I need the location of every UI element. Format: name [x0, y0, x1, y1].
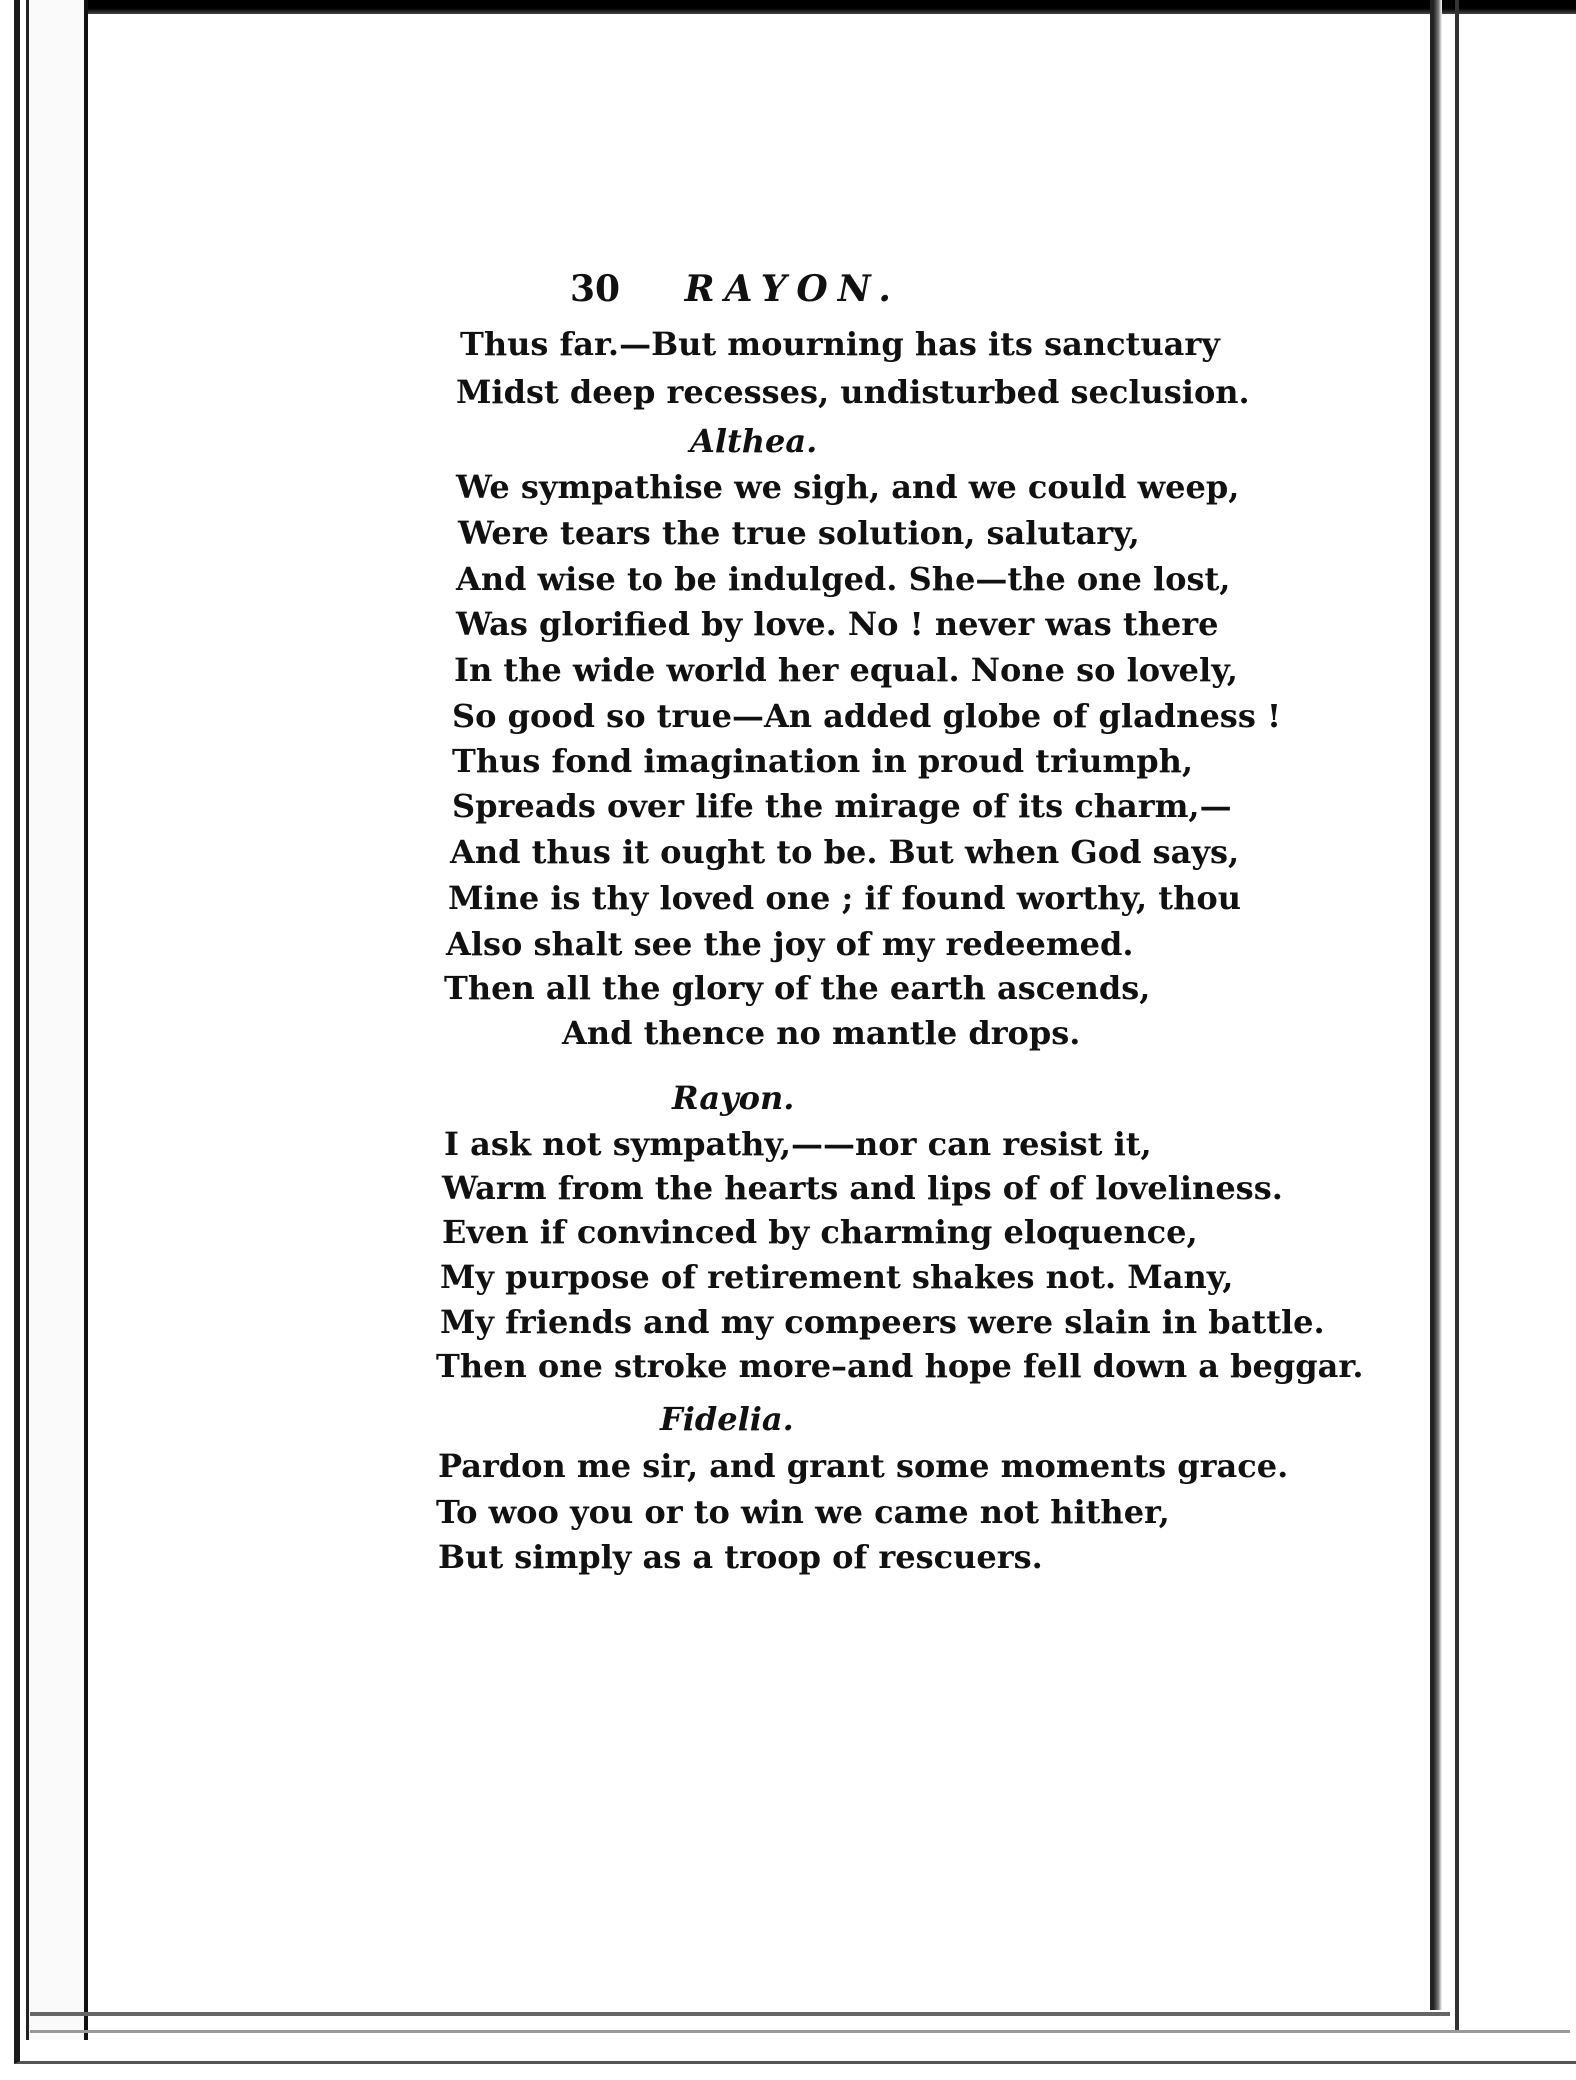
- speaker-name-fidelia: Fidelia.: [660, 1400, 794, 1438]
- verse-line: Also shalt see the joy of my redeemed.: [446, 925, 1134, 963]
- verse-line: Pardon me sir, and grant some moments grace.: [438, 1447, 1289, 1485]
- page-right-edge: [1430, 0, 1442, 2010]
- verse-line: Thus far.—But mourning has its sanctuary: [460, 325, 1220, 363]
- verse-line: Were tears the true solution, salutary,: [458, 514, 1140, 552]
- verse-line: Midst deep recesses, undisturbed seclusion.: [456, 373, 1250, 411]
- verse-line: To woo you or to win we came not hither,: [436, 1493, 1170, 1531]
- verse-line: Warm from the hearts and lips of of loveliness.: [442, 1169, 1283, 1207]
- speaker-name-althea: Althea.: [690, 422, 818, 460]
- verse-line: But simply as a troop of rescuers.: [438, 1538, 1043, 1576]
- scan-top-edge: [70, 0, 1576, 14]
- page-number: 30: [570, 268, 621, 310]
- page-left-edge: [26, 0, 88, 2040]
- page-right-edge-outer: [1455, 0, 1459, 2030]
- verse-line: Then one stroke more–and hope fell down a beggar.: [436, 1347, 1364, 1385]
- speaker-name-rayon: Rayon.: [672, 1079, 795, 1117]
- verse-line: And thus it ought to be. But when God says,: [450, 833, 1240, 871]
- verse-line: Then all the glory of the earth ascends,: [444, 969, 1151, 1007]
- page-bottom-edge: [30, 2012, 1450, 2016]
- verse-line: And wise to be indulged. She—the one lost,: [456, 560, 1231, 598]
- running-title: RAYON.: [684, 268, 901, 310]
- verse-line: Spreads over life the mirage of its charm,—: [452, 787, 1232, 825]
- verse-line: My purpose of retirement shakes not. Many,: [440, 1258, 1234, 1296]
- verse-line: And thence no mantle drops.: [562, 1014, 1081, 1052]
- verse-line: Even if convinced by charming eloquence,: [442, 1213, 1198, 1251]
- verse-line: In the wide world her equal. None so lovely,: [454, 651, 1238, 689]
- verse-line: We sympathise we sigh, and we could weep,: [456, 468, 1240, 506]
- verse-line: Mine is thy loved one ; if found worthy, thou: [448, 879, 1241, 917]
- page-header: [570, 268, 901, 310]
- verse-line: Was glorified by love. No ! never was there: [456, 605, 1219, 643]
- page-bottom-edge-outer: [30, 2030, 1570, 2033]
- verse-line: I ask not sympathy,——nor can resist it,: [444, 1125, 1152, 1163]
- verse-line: So good so true—An added globe of gladness !: [452, 697, 1282, 735]
- verse-line: My friends and my compeers were slain in battle.: [440, 1303, 1325, 1341]
- verse-line: Thus fond imagination in proud triumph,: [452, 742, 1193, 780]
